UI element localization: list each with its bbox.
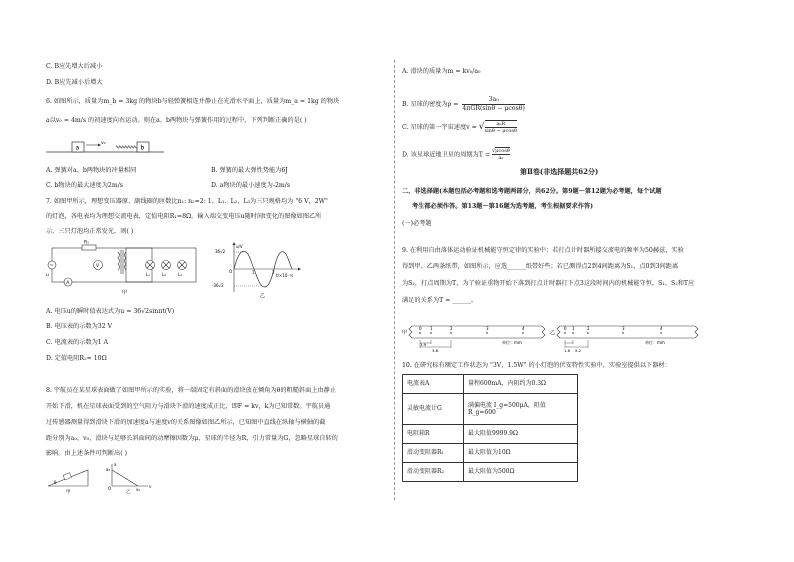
tape-yi — [550, 316, 700, 356]
table-cell: 最大阻值9999.9Ω — [464, 425, 578, 444]
q8-option-c-prefix: C. 星球的第一宇宙速度v = — [402, 123, 477, 131]
subsection-required: (一)必考题 — [402, 220, 432, 227]
tape-yi-d2: 5.2 — [575, 348, 582, 353]
q6-stem-1: 6. 如图所示，质量为m_b = 3kg 的物块b与轻弹簧相连并静止在光滑水平面上，质量为m_a = 1kg 的物块 — [46, 98, 340, 105]
label-l2: L₂ — [162, 272, 166, 277]
q8-b-denominator: 4πGR(sinθ − μcosθ) — [462, 104, 525, 112]
label-v0-axis: v₀ — [136, 487, 140, 492]
equipment-table — [402, 374, 578, 482]
tape-jia-n3: 3 — [486, 326, 489, 331]
tape-jia-unit: 单位：mm — [502, 340, 522, 345]
label-v: V — [96, 264, 100, 269]
table-cell: 量程600mA，内阻约为0.3Ω — [464, 375, 578, 394]
q6-option-c: C. b物块的最大速度为2m/s — [46, 182, 123, 189]
table-row — [403, 425, 578, 444]
q8-c-numerator: a₀R — [485, 121, 517, 128]
q8-option-c: C. 星球的第一宇宙速度v = √ $\frac{\text{a₀R}}{\sin\theta - \mu\cos\theta}$ — [402, 121, 517, 135]
label-b: b — [140, 144, 145, 152]
q8-d-denominator: a₀ — [498, 155, 504, 162]
label-origin: O — [229, 269, 233, 274]
tape-jia-d1: 1.9 — [420, 342, 427, 347]
table-cell: 满偏电流 I_g=500μA，阻值 R_g=600 — [464, 394, 578, 425]
tape-yi-n0: 0 — [564, 326, 567, 331]
label-t2: 2 — [272, 270, 275, 275]
q7-option-c: C. 电流表的示数为1 A — [46, 339, 109, 346]
q8-option-d: D. 该星球近地卫星的周期为T = $\frac{√\mu\cos\theta}{\text{a₀}}$ — [402, 148, 510, 162]
section-title: 第Ⅱ卷(非选择题共62分) — [520, 167, 599, 176]
tape-jia-n1: 1 — [430, 326, 433, 331]
label-u-axis: u/V — [236, 244, 243, 249]
option-c-prev: C. B应先增大后减小 — [46, 63, 103, 70]
label-jia: 甲 — [122, 290, 128, 296]
table-cell: 滑动变阻器R₁ — [403, 444, 464, 463]
q10-stem: 10. 在研究标有额定工作状态为 "3V，1.5W" 的小灯泡的伏安特性实验中，实验室提供以下器材： — [402, 362, 671, 369]
tape-yi-unit: 单位：mm — [645, 340, 665, 345]
label-theta: θ — [54, 480, 57, 485]
label-r1: R₁ — [84, 240, 89, 246]
part2-instructions-2: 考生都必须作答。第13题～第16题为选考题，考生根据要求作答) — [412, 203, 594, 210]
q9-stem-3: 为S₂，打点周期为T，为了验证重物开始下落到打点计时器打下点3这段时间内的机械能守恒，S₁、S₂和T应 — [402, 280, 695, 287]
q6-figure — [46, 137, 166, 155]
tape-jia-n0: 0 — [419, 326, 422, 331]
q8-option-d-prefix: D. 该星球近地卫星的周期为T = — [402, 151, 491, 159]
table-row — [403, 444, 578, 463]
label-l3: L₃ — [178, 272, 182, 277]
q9-stem-4: 满足的关系为T = ______。 — [402, 297, 478, 304]
q6-option-d: D. a物块的最小速度为-2m/s — [211, 182, 291, 189]
table-cell: 灵敏电流计G — [403, 394, 464, 425]
q6-stem-2: a以v₀ = 4m/s 的初速度向右运动。则在a、b两物块与弹簧作用的过程中，下列判断正确的是( ) — [46, 117, 307, 124]
tape-yi-label: 乙 — [550, 330, 556, 336]
q8-option-b-prefix: B. 星球的密度为ρ = — [402, 100, 459, 108]
table-cell: 最大阻值为10Ω — [464, 444, 578, 463]
q8-stem-1: 8. 宇航员在某星球表面做了如图甲所示的实验，将一端固定有斜面的滑块放在倾角为θ的粗糙斜面上由静止 — [46, 387, 337, 394]
q7-option-a: A. 电压u的瞬时值表达式为u = 36√2sinπt(V) — [46, 308, 175, 315]
label-umin: -36√2 — [212, 283, 224, 288]
q7-stem-3: 示，三只灯泡均正常发光，则( ) — [46, 228, 134, 235]
label-v0: v₀ — [101, 141, 106, 146]
label-a-meter: A — [66, 281, 70, 286]
tape-yi-n2: 2 — [587, 326, 590, 331]
tape-jia — [402, 316, 547, 356]
svg-text:~: ~ — [49, 263, 54, 269]
q8-stem-2: 开始下滑，机在星球表面受到的空气阻力与滑块下滑的速度成正比，即F = kv，k为已知常数。宇航员通 — [46, 403, 331, 410]
label-yi: 乙 — [260, 293, 266, 298]
q8-c-denominator: sinθ − μcosθ — [484, 128, 517, 135]
label-l1: L₁ — [146, 272, 150, 277]
q8-stem-5: 影响。由上述条件可判断出( ) — [46, 450, 128, 457]
q8-stem-4: 距分别为a₀、v₀，滑块与足够长斜面间的动摩擦因数为μ，星球的半径为R，引力常量为G，忽略星球自转的 — [46, 435, 338, 442]
table-row — [403, 463, 578, 482]
label-a0: a₀ — [106, 467, 111, 472]
label-u: u — [46, 273, 49, 278]
tape-jia-n4: 4 — [522, 326, 525, 331]
q8-b-numerator: 3a₀ — [462, 96, 525, 105]
q7-option-d: D. 定值电阻R₂= 10Ω — [46, 355, 107, 362]
q6-option-b: B. 弹簧的最大弹性势能为6J — [211, 167, 288, 174]
label-q8-jia: 甲 — [66, 490, 71, 494]
part2-instructions-1: 二、非选择题(本题包括必考题和选考题两部分，共62分。第9题～第12题为必考题，每个试题 — [402, 188, 662, 195]
label-a: a — [75, 144, 80, 152]
table-cell: 电阻箱R — [403, 425, 464, 444]
table-cell: 滑动变阻器R₂ — [403, 463, 464, 482]
q8-stem-3: 过传感器测量得到滑块下滑的加速度a与速度v的关系图像如图乙所示，已知图中直线在纵轴与横轴的截 — [46, 419, 326, 426]
table-row — [403, 375, 578, 394]
q8-option-b — [402, 96, 525, 113]
q7-stem-2: 的灯泡，各电表均为理想交流电表，定值电阻R₁=8Ω。输入端交变电压u随时间t变化的图像如图乙所 — [46, 213, 322, 220]
tape-yi-n1: 1 — [572, 326, 575, 331]
tape-jia-label: 甲 — [402, 330, 408, 336]
q9-stem-2: 得到甲、乙两条纸带，如图所示，应选______纸带好些；若已测得点2到4间距离为S₁，点0到3间距离 — [402, 263, 679, 270]
tape-yi-n4: 4 — [660, 326, 663, 331]
label-t1: 1 — [252, 270, 255, 275]
q7-circuit-diagram — [46, 240, 206, 298]
table-row — [403, 394, 578, 425]
q7-option-b: B. 电压表的示数为32 V — [46, 323, 113, 330]
tape-jia-d2: 3.8 — [432, 348, 439, 353]
q8-figure — [46, 462, 166, 494]
spring — [116, 146, 137, 148]
label-umax: 36√2 — [215, 249, 226, 254]
label-v-axis: v — [149, 484, 152, 489]
label-t-axis: t/×10⁻²s — [276, 273, 294, 278]
table-cell: 最大阻值为500Ω — [464, 463, 578, 482]
label-q8-yi: 乙 — [126, 490, 131, 494]
label-q8-origin: O — [108, 486, 112, 491]
tape-yi-d1: 1.6 — [564, 348, 571, 353]
q7-stem-1: 7. 如图甲所示，理想变压器原、副线圈的匝数比n₁: n₂=2: 1，L₁、L₂、L₃为三只规格均为 "6 V，2W" — [46, 198, 328, 205]
q7-voltage-graph — [212, 242, 302, 298]
label-a-axis: a — [114, 462, 117, 467]
q8-option-a: A. 滑块的质量为m = kv₀/a₀ — [402, 68, 481, 75]
q9-stem-1: 9. 在利用自由落体运动验证机械能守恒定律的实验中：若打点计时器所接交流电的频率为50赫兹，实验 — [402, 247, 684, 254]
q6-option-a: A. 弹簧对a、b两物块的冲量相同 — [46, 167, 137, 174]
tape-jia-n2: 2 — [450, 326, 453, 331]
option-d-prev: D. B应先减小后增大 — [46, 79, 103, 86]
q8-d-radicand: μcosθ — [495, 148, 510, 154]
table-cell: 电流表A — [403, 375, 464, 394]
tape-yi-n3: 3 — [622, 326, 625, 331]
column-divider — [394, 60, 395, 500]
